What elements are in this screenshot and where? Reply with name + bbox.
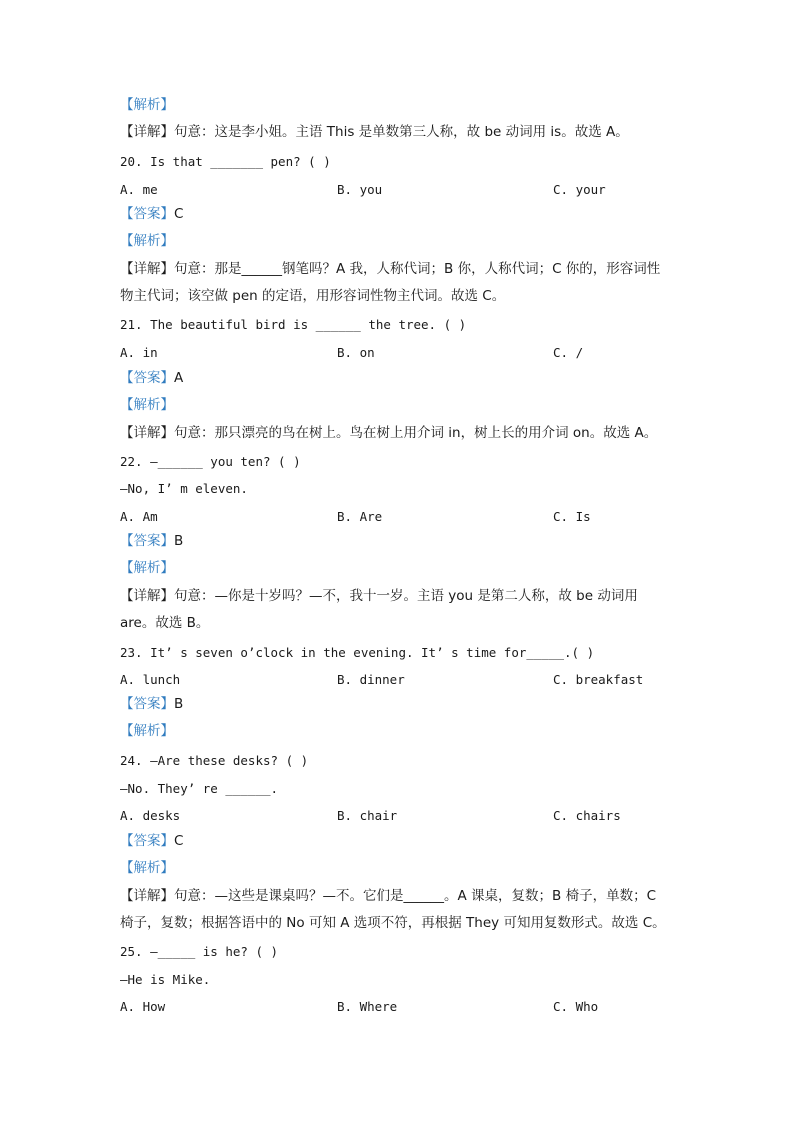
option-c: C. Is (553, 509, 591, 524)
question-21: 21. The beautiful bird is ______ the tree. ( ) (120, 317, 467, 332)
analysis-tag: 【解析】 (120, 397, 174, 413)
option-c: C. your (553, 182, 606, 197)
question-20: 20. Is that _______ pen? ( ) (120, 154, 331, 169)
question-22: 22. —______ you ten? ( ) (120, 454, 301, 469)
answer-q22 (120, 531, 183, 551)
option-b: B. dinner (337, 672, 405, 687)
detail-q19 (120, 122, 629, 142)
detail-text: 句意：那只漂亮的鸟在树上。鸟在树上用介词 in，树上长的用介词 on。故选 A。 (174, 425, 658, 441)
question-23: 23. It’ s seven o’clock in the evening. It’ s time for_____.( ) (120, 645, 595, 660)
reply-24: —No. They’ re ______. (120, 781, 279, 796)
detail-tag: 【详解】 (120, 261, 174, 277)
detail-q21 (120, 423, 657, 443)
option-c: C. breakfast (553, 672, 644, 687)
answer-tag: 【答案】 (120, 533, 174, 549)
detail-text: 句意：—这些是课桌吗？—不。它们是______。A 课桌，复数；B 椅子，单数；C (174, 888, 657, 904)
reply-22: —No, I’ m eleven. (120, 481, 248, 496)
detail-tag: 【详解】 (120, 425, 174, 441)
answer-q23 (120, 694, 183, 714)
detail-q20-line1 (120, 259, 660, 279)
option-a: A. in (120, 345, 158, 360)
answer-tag: 【答案】 (120, 696, 174, 712)
analysis-tag: 【解析】 (120, 233, 174, 249)
answer-q24 (120, 831, 183, 851)
answer-value: C (174, 833, 184, 849)
detail-q20-line2: 物主代词；该空做 pen 的定语，用形容词性物主代词。故选 C。 (120, 288, 506, 304)
answer-value: B (174, 696, 184, 712)
detail-q22-line2: are。故选 B。 (120, 615, 210, 631)
analysis-tag: 【解析】 (120, 723, 174, 739)
option-a: A. Am (120, 509, 158, 524)
question-24: 24. —Are these desks? ( ) (120, 753, 309, 768)
option-b: B. Are (337, 509, 383, 524)
answer-value: A (174, 370, 184, 386)
option-a: A. lunch (120, 672, 181, 687)
option-a: A. How (120, 999, 166, 1014)
analysis-tag: 【解析】 (120, 560, 174, 576)
option-c: C. chairs (553, 808, 621, 823)
option-b: B. chair (337, 808, 398, 823)
detail-q24-line2: 椅子，复数；根据答语中的 No 可知 A 选项不符，再根据 They 可知用复数形式。故选 C。 (120, 915, 666, 931)
detail-tag: 【详解】 (120, 888, 174, 904)
option-b: B. you (337, 182, 383, 197)
detail-tag: 【详解】 (120, 124, 174, 140)
question-25: 25. —_____ is he? ( ) (120, 944, 279, 959)
answer-tag: 【答案】 (120, 833, 174, 849)
answer-q21 (120, 368, 183, 388)
detail-q24-line1 (120, 886, 656, 906)
answer-tag: 【答案】 (120, 370, 174, 386)
answer-value: C (174, 206, 184, 222)
detail-text: 句意：这是李小姐。主语 This 是单数第三人称，故 be 动词用 is。故选 A。 (174, 124, 629, 140)
option-a: A. desks (120, 808, 181, 823)
analysis-tag: 【解析】 (120, 860, 174, 876)
detail-text: 句意：那是______钢笔吗？A 我，人称代词；B 你，人称代词；C 你的，形容词性 (174, 261, 661, 277)
detail-text: 句意：—你是十岁吗？—不，我十一岁。主语 you 是第二人称，故 be 动词用 (174, 588, 638, 604)
option-c: C. Who (553, 999, 599, 1014)
analysis-tag: 【解析】 (120, 97, 174, 113)
option-a: A. me (120, 182, 158, 197)
option-b: B. Where (337, 999, 398, 1014)
answer-value: B (174, 533, 184, 549)
option-c: C. / (553, 345, 584, 360)
detail-tag: 【详解】 (120, 588, 174, 604)
answer-q20 (120, 204, 183, 224)
answer-tag: 【答案】 (120, 206, 174, 222)
detail-q22-line1 (120, 586, 638, 606)
option-b: B. on (337, 345, 375, 360)
reply-25: —He is Mike. (120, 972, 211, 987)
